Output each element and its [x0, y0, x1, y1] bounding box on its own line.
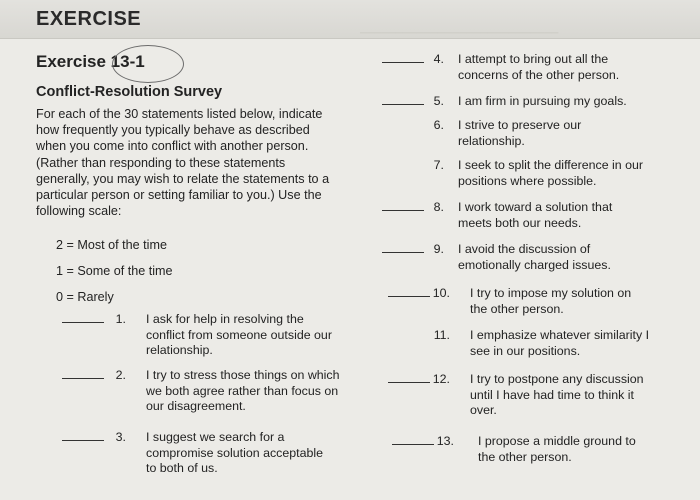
- survey-item-2: 2. I try to stress those things on which we both agree rather than focus on our disagreement.: [62, 368, 342, 416]
- answer-blank[interactable]: [62, 440, 104, 441]
- answer-blank[interactable]: [382, 104, 424, 105]
- bleed-through-text: ────────────────────────────: [360, 28, 559, 39]
- survey-instructions: For each of the 30 statements listed below, indicate how frequently you typically behave as described when you come into conflict with another person. (Rather than responding to these statements generally, you may wish to relate the statements to a particular person or setting familiar to you.) Use the following scale:: [36, 107, 330, 219]
- answer-blank[interactable]: [388, 382, 430, 383]
- answer-blank[interactable]: [388, 296, 430, 297]
- document-page: EXERCISE ──────────────────────────── Exercise 13-1 Conflict-Resolution Survey For each of the 30 statements listed below, indicate how frequently you typically behave as described when you come into conflict with another person. (Rather than responding to these statements generally, you may wish to relate the statements to a particular person or setting familiar to you.) Use the following scale: 2 = Most of the time 1 = Some of the time 0 = Rarely 1. I ask for help in resolving the conflict from someone outside our relationship. 2. I try to stress those things on which we both agree rather than focus on our disagreement. 3. I suggest we search for a compromise solution acceptable to both of us. 4. I attempt to bring out all the concerns of the other person. 5. I am firm in pursuing my goals. 6. I strive to preserve our relationship. 7. I seek to split the difference in our positions where possible. 8. I work toward a solution that meets both our needs. 9. I avoid the discussion of emotionally charged issues. 10. I try to impose my solution on the other person. 11. I emphasize whatever similarity I see in our positions. 12. I try to postpone any discussion until I have had time to think it over. 13. I propose a middle ground to the other person.: [0, 0, 700, 500]
- answer-blank[interactable]: [392, 444, 434, 445]
- survey-title: Conflict-Resolution Survey: [36, 84, 223, 100]
- answer-blank[interactable]: [382, 62, 424, 63]
- handwritten-circle: [112, 45, 184, 83]
- survey-item-1: 1. I ask for help in resolving the conflict from someone outside our relationship.: [62, 312, 342, 360]
- page-title: EXERCISE: [36, 8, 142, 30]
- survey-item-3: 3. I suggest we search for a compromise solution acceptable to both of us.: [62, 430, 342, 478]
- answer-blank[interactable]: [382, 210, 424, 211]
- answer-blank[interactable]: [62, 322, 104, 323]
- scale-item-2: 2 = Most of the time: [56, 238, 167, 252]
- answer-blank[interactable]: [382, 252, 424, 253]
- answer-blank[interactable]: [62, 378, 104, 379]
- header-bar: [0, 0, 700, 39]
- exercise-title: Exercise 13-1: [36, 52, 145, 72]
- scale-item-0: 0 = Rarely: [56, 290, 114, 304]
- scale-item-1: 1 = Some of the time: [56, 264, 173, 278]
